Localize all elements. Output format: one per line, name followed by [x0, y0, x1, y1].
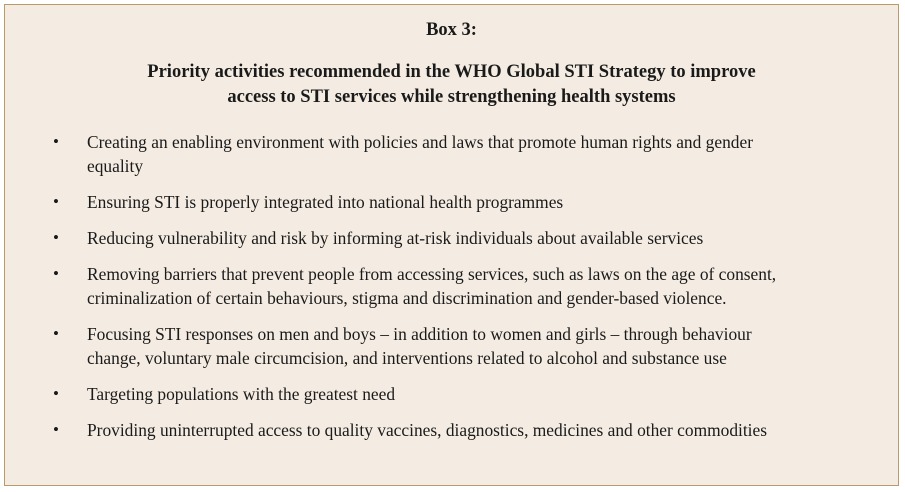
bullet-icon: • [53, 132, 59, 151]
bullet-icon: • [53, 192, 59, 211]
box-title-line-2: access to STI services while strengthening health systems [227, 87, 676, 107]
bullet-icon: • [53, 264, 59, 283]
list-item-text-line-1: Targeting populations with the greatest need [87, 384, 396, 404]
list-item-text-line-1: Removing barriers that prevent people from accessing services, such as laws on the age of consent, [87, 264, 777, 284]
info-box [4, 4, 899, 486]
box-title [5, 60, 898, 110]
list-item-text-line-1: Creating an enabling environment with policies and laws that promote human rights and gender [87, 132, 753, 152]
list-item [5, 322, 898, 370]
list-item-text-line-1: Ensuring STI is properly integrated into national health programmes [87, 192, 564, 212]
list-item [5, 262, 898, 310]
bullet-icon: • [53, 384, 59, 403]
priority-activities-list [5, 130, 898, 454]
list-item-text-line-1: Reducing vulnerability and risk by informing at-risk individuals about available services [87, 228, 704, 248]
list-item [5, 382, 898, 406]
list-item-text-line-2: equality [87, 156, 144, 176]
bullet-icon: • [53, 324, 59, 343]
bullet-icon: • [53, 420, 59, 439]
box-title-line-1: Priority activities recommended in the WHO Global STI Strategy to improve [147, 62, 756, 82]
list-item-text-line-2: criminalization of certain behaviours, stigma and discrimination and gender-based violence. [87, 288, 727, 308]
list-item [5, 226, 898, 250]
list-item [5, 418, 898, 442]
list-item-text-line-1: Focusing STI responses on men and boys – in addition to women and girls – through behaviour [87, 324, 752, 344]
list-item-text-line-1: Providing uninterrupted access to quality vaccines, diagnostics, medicines and other commodities [87, 420, 768, 440]
list-item-text-line-2: change, voluntary male circumcision, and interventions related to alcohol and substance use [87, 348, 727, 368]
list-item [5, 130, 898, 178]
bullet-icon: • [53, 228, 59, 247]
list-item [5, 190, 898, 214]
box-label: Box 3: [426, 20, 477, 40]
